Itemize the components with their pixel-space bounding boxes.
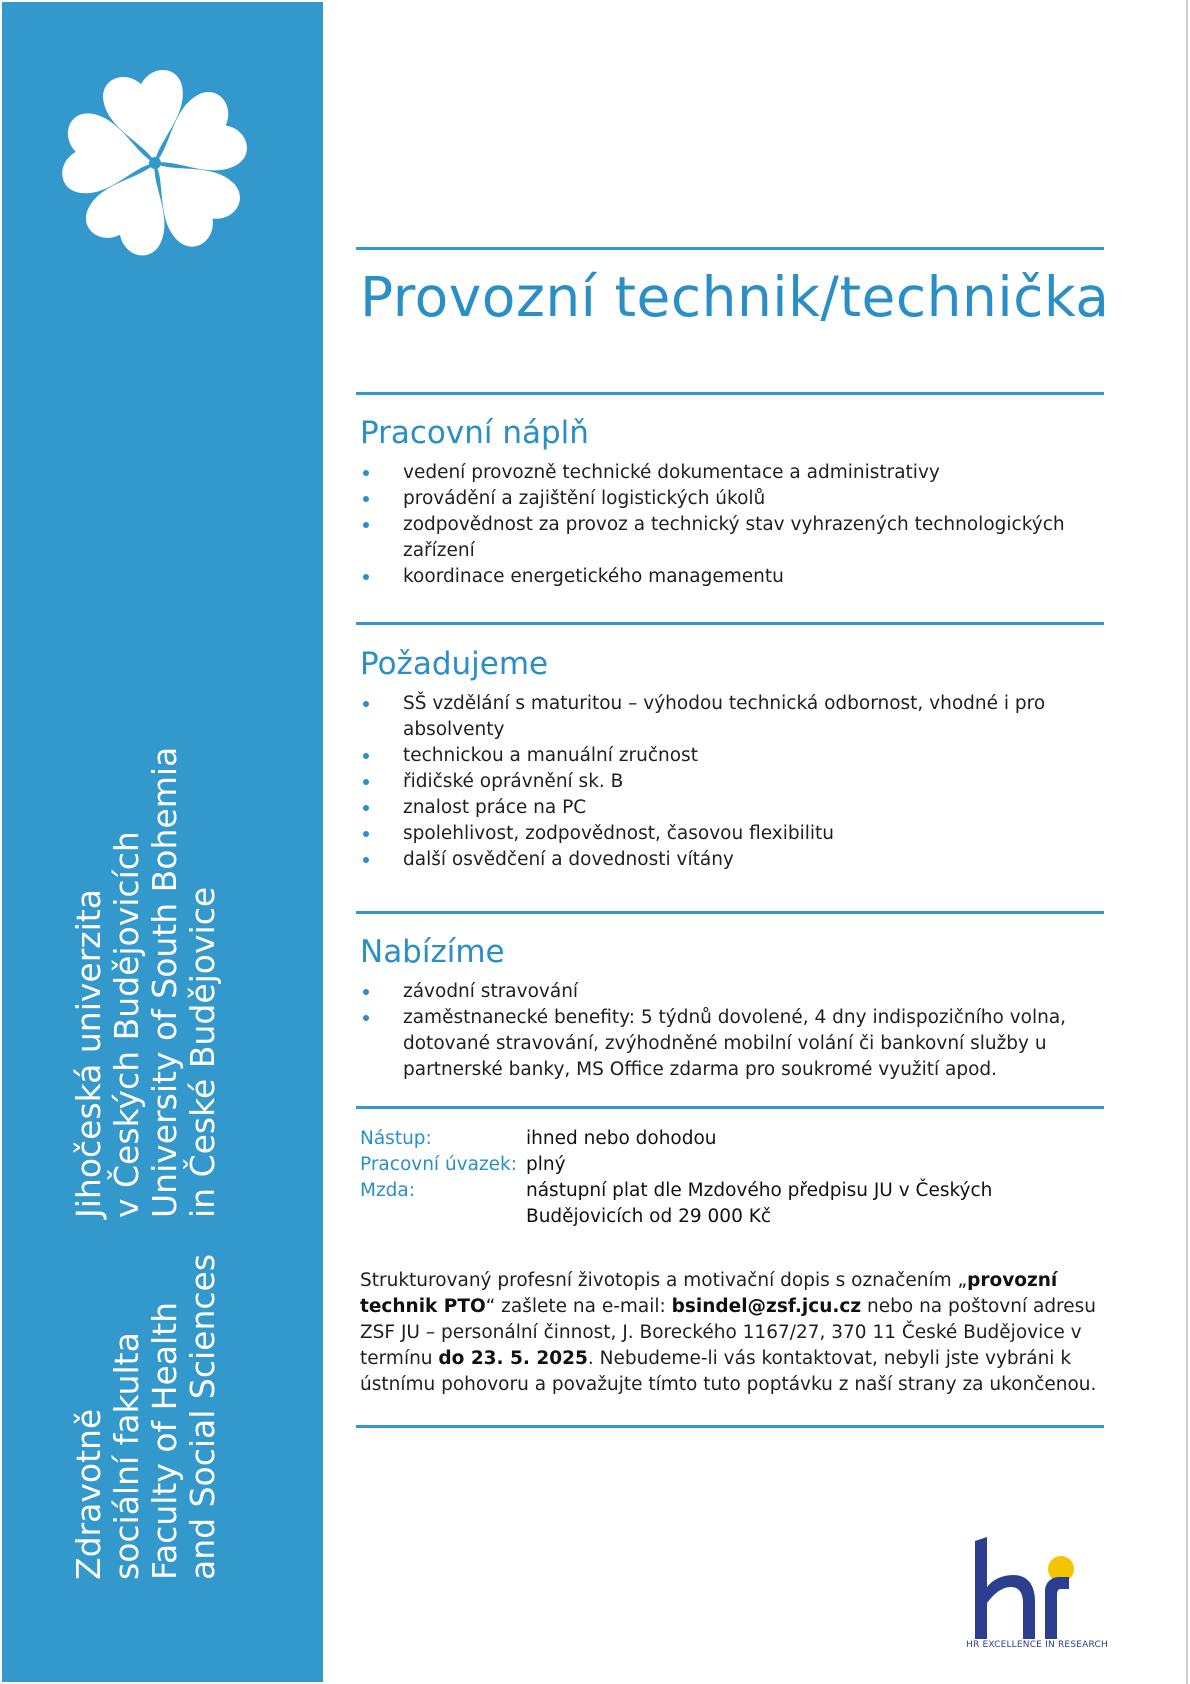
page-edge xyxy=(1186,0,1188,1684)
workload-label: Pracovní úvazek: xyxy=(360,1154,518,1175)
detail-row-start xyxy=(360,1126,1100,1152)
list-item: provádění a zajištění logistických úkolů xyxy=(360,486,1080,512)
univ-cs-line-2: v Českých Budějovicích xyxy=(107,831,146,1218)
divider-nabizime xyxy=(356,911,1104,914)
apply-text-4: . Nebudeme-li vás kontaktovat, nebyli jste vybráni k ústnímu pohovoru a považujte tímto tuto poptávku z naší strany za ukončenou. xyxy=(360,1348,1097,1395)
detail-row-salary xyxy=(360,1178,1100,1230)
list-item: koordinace energetického managementu xyxy=(360,564,1080,590)
univ-en-line-2: in České Budějovice xyxy=(183,886,222,1218)
university-flower-logo xyxy=(50,58,260,268)
list-item: závodní stravování xyxy=(360,979,1080,1005)
salary-label: Mzda: xyxy=(360,1180,415,1201)
section-title-pozadujeme: Požadujeme xyxy=(360,646,549,682)
apply-reference: provozní technik PTO xyxy=(360,1270,1058,1317)
faculty-cs-line-1: Zdravotně xyxy=(69,1408,108,1580)
list-naplne xyxy=(360,460,1080,590)
list-item: spolehlivost, zodpovědnost, časovou flexibilitu xyxy=(360,821,1080,847)
application-instructions xyxy=(360,1268,1112,1398)
list-item: znalost práce na PC xyxy=(360,795,1080,821)
list-item: vedení provozně technické dokumentace a administrativy xyxy=(360,460,1080,486)
faculty-cs-line-2: sociální fakulta xyxy=(107,1332,146,1580)
faculty-name-vertical xyxy=(70,1254,222,1580)
list-item: zaměstnanecké benefity: 5 týdnů dovolené, 4 dny indispozičního volna, dotované stravování, zvýhodněné mobilní volání či bankovní služby u partnerské banky, MS Office zdarma pro soukromé využití apod. xyxy=(360,1005,1080,1083)
job-details xyxy=(360,1126,1100,1230)
detail-row-workload xyxy=(360,1152,1100,1178)
divider-details xyxy=(356,1106,1104,1109)
apply-text-1: Strukturovaný profesní životopis a motivační dopis s označením „ xyxy=(360,1270,968,1291)
hr-excellence-caption: HR EXCELLENCE IN RESEARCH xyxy=(966,1640,1108,1650)
workload-value: plný xyxy=(526,1154,566,1175)
divider-naplne xyxy=(356,392,1104,395)
list-item: SŠ vzdělání s maturitou – výhodou technická odbornost, vhodné i pro absolventy xyxy=(360,691,1080,743)
start-value: ihned nebo dohodou xyxy=(526,1128,717,1149)
list-item: řidičské oprávnění sk. B xyxy=(360,769,1080,795)
list-nabizime xyxy=(360,979,1080,1083)
list-pozadujeme xyxy=(360,691,1080,873)
divider-bottom xyxy=(356,1425,1104,1428)
section-title-nabizime: Nabízíme xyxy=(360,934,505,970)
start-label: Nástup: xyxy=(360,1128,432,1149)
univ-en-line-1: University of South Bohemia xyxy=(145,746,184,1218)
apply-text-3: nebo na poštovní adresu ZSF JU – personální činnost, J. Boreckého 1167/27, 370 11 České Budějovice v termínu xyxy=(360,1296,1097,1369)
apply-text-2: “ zašlete na e-mail: xyxy=(485,1296,672,1317)
list-item: technickou a manuální zručnost xyxy=(360,743,1080,769)
divider-top xyxy=(356,247,1104,250)
univ-cs-line-1: Jihočeská univerzita xyxy=(69,889,108,1218)
apply-deadline: do 23. 5. 2025 xyxy=(438,1348,588,1369)
faculty-en-line-1: Faculty of Health xyxy=(145,1301,184,1580)
university-name-vertical xyxy=(70,747,222,1218)
hr-excellence-logo xyxy=(963,1535,1093,1655)
apply-email-link[interactable]: bsindel@zsf.jcu.cz xyxy=(671,1296,862,1317)
page-title: Provozní technik/technička xyxy=(360,265,1110,329)
faculty-en-line-2: and Social Sciences xyxy=(183,1253,222,1580)
divider-pozadujeme xyxy=(356,622,1104,625)
section-title-naplne: Pracovní náplň xyxy=(360,415,589,451)
salary-value: nástupní plat dle Mzdového předpisu JU v Českých Budějovicích od 29 000 Kč xyxy=(526,1180,993,1227)
list-item: další osvědčení a dovednosti vítány xyxy=(360,847,1080,873)
list-item: zodpovědnost za provoz a technický stav vyhrazených technologických zařízení xyxy=(360,512,1080,564)
